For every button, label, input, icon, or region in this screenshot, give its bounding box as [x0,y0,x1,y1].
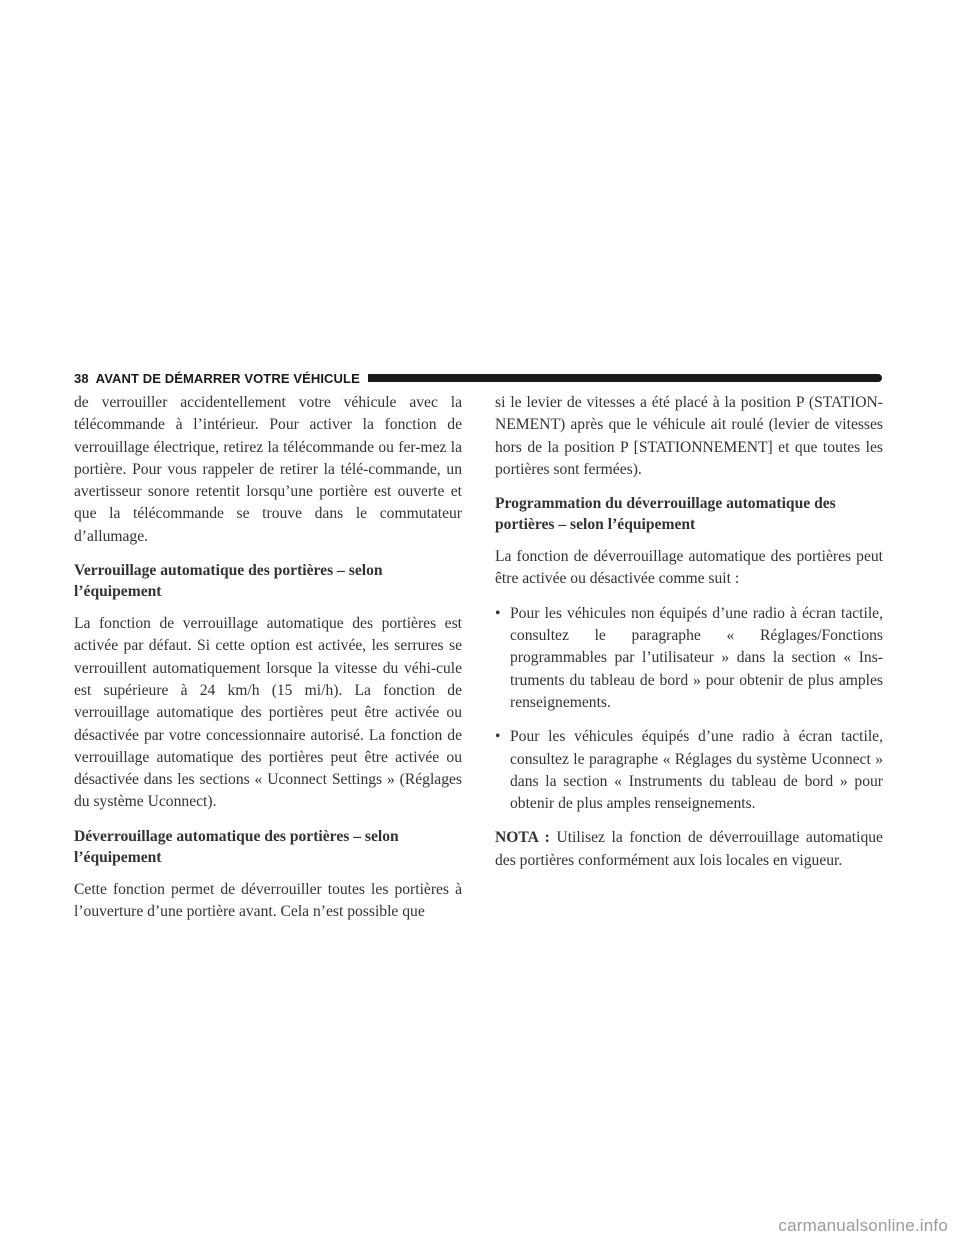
heading-auto-unlock: Déverrouillage automatique des portières – selon l’équipement [74,827,399,866]
page-number: 38 [74,370,89,386]
bullet-icon: • [495,604,501,622]
auto-unlock-paragraph: Cette fonction permet de déverrouiller toutes les portières à l’ouverture d’une portière avant. Cela n’est possible que [74,880,462,921]
note-text: Utilisez la fonction de déverrouillage automatique des portières conformément aux lois locales en vigueur. [495,829,883,869]
right-column [495,392,883,884]
note-label: NOTA : [495,829,550,847]
list-item [495,726,883,815]
auto-lock-paragraph: La fonction de verrouillage automatique des portières est activée par défaut. Si cette option est activée, les serrures se verrouillent automatiquement lorsque la vitesse du véhi-cule est supérieure à 24 km/h (15 mi/h). La fonction de verrouillage automatique des portières peut être activée ou désactivée par votre concessionnaire autorisé. La fonction de verrouillage automatique des portières peut être activée ou désactivée dans les sections « Uconnect Settings » (Réglages du système Uconnect). [74,615,462,811]
continuation-paragraph: si le levier de vitesses a été placé à la position P (STATION-NEMENT) après que le véhicule ait roulé (levier de vitesses hors de la position P [STATIONNEMENT] et que toutes les portières sont fermées). [495,394,883,478]
note-paragraph [495,827,883,872]
left-column [74,392,462,935]
section-title: AVANT DE DÉMARRER VOTRE VÉHICULE [95,370,360,386]
header-rule [368,374,882,382]
heading-programming-auto-unlock: Programmation du déverrouillage automatique des portières – selon l’équipement [495,495,836,534]
bullet-text: Pour les véhicules équipés d’une radio à écran tactile, consultez le paragraphe « Réglages du système Uconnect » dans la section « Instruments du tableau de bord » pour obtenir de plus amples renseignements. [510,728,883,813]
heading-auto-lock: Verrouillage automatique des portières – selon l’équipement [74,562,383,601]
programming-intro-paragraph: La fonction de déverrouillage automatique des portières peut être activée ou désactivée comme suit : [495,548,883,588]
bullet-text: Pour les véhicules non équipés d’une radio à écran tactile, consultez le paragraphe « Réglages/Fonctions programmables par l’utilisateur » dans la section « Ins-truments du tableau de bord » pour obtenir de plus amples renseignements. [510,604,883,711]
page-header [74,369,882,387]
list-item [495,603,883,714]
intro-paragraph: de verrouiller accidentellement votre véhicule avec la télécommande à l’intérieur. Pour activer la fonction de verrouillage électrique, retirez la télécommande ou fer-mez la portière. Pour vous rappeler de retirer la télé-commande, un avertisseur sonore retentit lorsqu’une portière est ouverte et que la télécommande se trouve dans le commutateur d’allumage. [74,394,462,545]
bullet-icon: • [495,728,501,746]
bullet-list [495,603,883,816]
watermark: carmanualsonline.info [778,1216,948,1235]
